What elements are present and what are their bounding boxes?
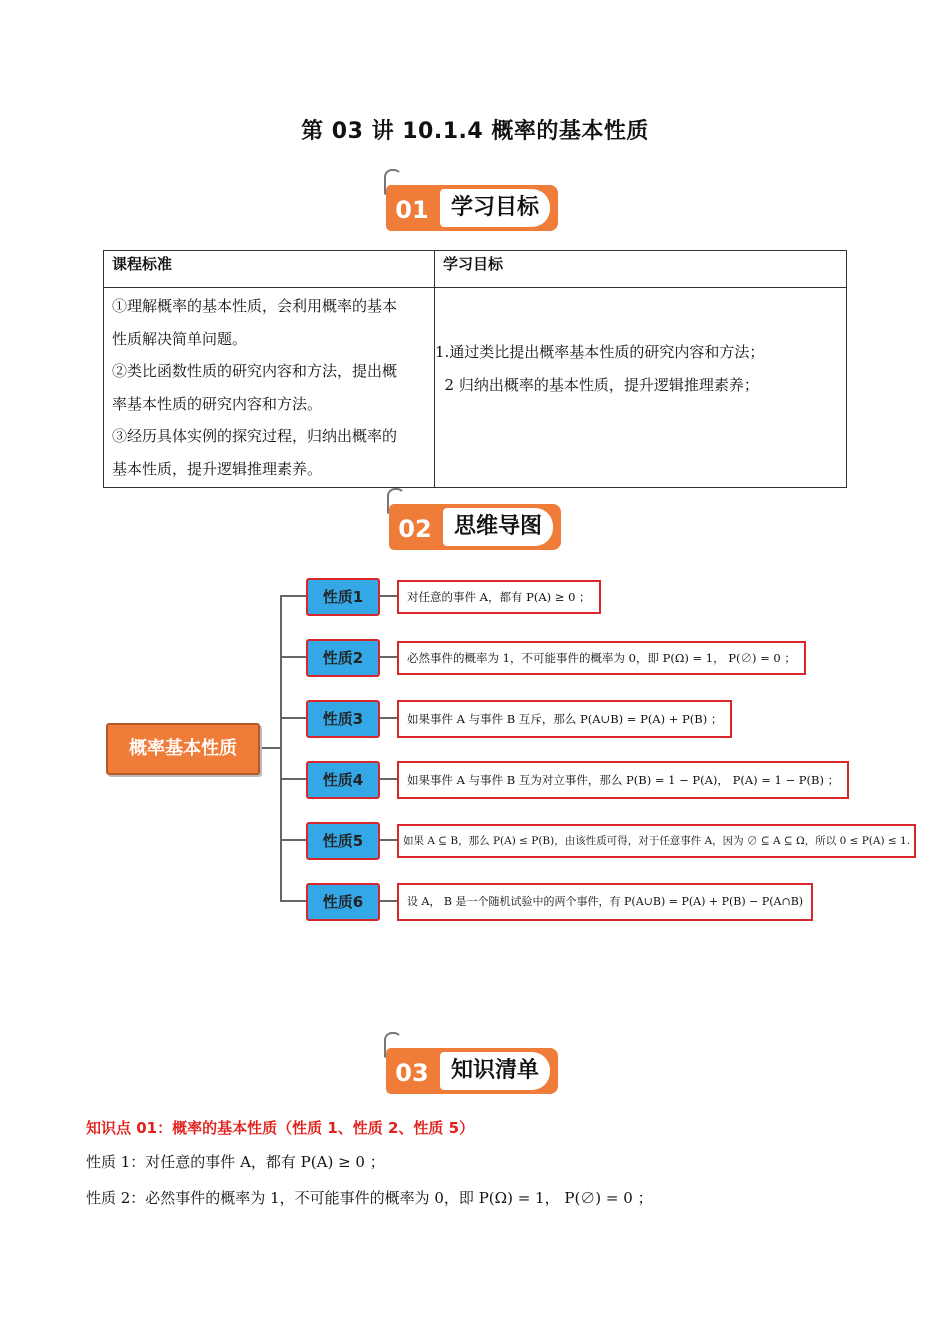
property-node-2: 性质2	[306, 639, 380, 677]
property-node-3: 性质3	[306, 700, 380, 738]
mind-map	[0, 560, 950, 940]
property-desc-2: 必然事件的概率为 1，不可能事件的概率为 0，即 P(Ω) = 1， P(∅) = 0 ；	[397, 641, 806, 675]
property-2-text: 性质 2：必然事件的概率为 1，不可能事件的概率为 0，即 P(Ω) = 1， P(∅) = 0 ；	[86, 1189, 653, 1207]
property-desc-3: 如果事件 A 与事件 B 互斥，那么 P(A∪B) = P(A) + P(B) ；	[397, 700, 732, 738]
property-desc-6: 设 A， B 是一个随机试验中的两个事件，有 P(A∪B) = P(A) + P(B) − P(A∩B)	[397, 883, 813, 921]
standard-line: 基本性质，提升逻辑推理素养。	[112, 459, 323, 478]
standard-line: 性质解决简单问题。	[112, 329, 248, 348]
goal-line: 1.通过类比提出概率基本性质的研究内容和方法；	[435, 343, 765, 361]
mindmap-root: 概率基本性质	[106, 723, 260, 775]
section-number: 03	[386, 1048, 438, 1094]
section-number: 02	[389, 504, 441, 550]
table-header-standard: 课程标准	[104, 251, 435, 288]
goal-line: 2 归纳出概率的基本性质，提升逻辑推理素养；	[435, 376, 759, 394]
section-label: 思维导图	[443, 508, 553, 546]
section-badge-goals	[386, 185, 564, 231]
table-header-goal: 学习目标	[435, 251, 847, 288]
standard-line: 率基本性质的研究内容和方法。	[112, 394, 323, 413]
standard-line: ②类比函数性质的研究内容和方法，提出概	[112, 362, 398, 380]
standards-table	[103, 250, 847, 488]
property-node-4: 性质4	[306, 761, 380, 799]
standard-line: ③经历具体实例的探究过程，归纳出概率的	[112, 427, 398, 445]
page-title: 第 03 讲 10.1.4 概率的基本性质	[301, 119, 649, 144]
property-node-6: 性质6	[306, 883, 380, 921]
section-label: 知识清单	[440, 1052, 550, 1090]
section-badge-mindmap	[389, 504, 569, 550]
property-node-1: 性质1	[306, 578, 380, 616]
knowledge-point-title: 知识点 01：概率的基本性质（性质 1、性质 2、性质 5）	[86, 1119, 475, 1137]
property-desc-4: 如果事件 A 与事件 B 互为对立事件，那么 P(B) = 1 − P(A)， P(A) = 1 − P(B) ；	[397, 761, 849, 799]
section-label: 学习目标	[440, 189, 550, 227]
property-desc-1: 对任意的事件 A，都有 P(A) ≥ 0 ；	[397, 580, 601, 614]
goal-cell	[435, 288, 847, 488]
section-number: 01	[386, 185, 438, 231]
section-badge-knowledge	[386, 1048, 566, 1094]
property-node-5: 性质5	[306, 822, 380, 860]
standard-cell	[104, 288, 435, 488]
property-1-text: 性质 1：对任意的事件 A，都有 P(A) ≥ 0 ；	[86, 1153, 385, 1171]
property-desc-5: 如果 A ⊆ B，那么 P(A) ≤ P(B)，由该性质可得，对于任意事件 A，因为 ∅ ⊆ A ⊆ Ω，所以 0 ≤ P(A) ≤ 1.	[397, 824, 916, 858]
standard-line: ①理解概率的基本性质，会利用概率的基本	[112, 297, 398, 315]
